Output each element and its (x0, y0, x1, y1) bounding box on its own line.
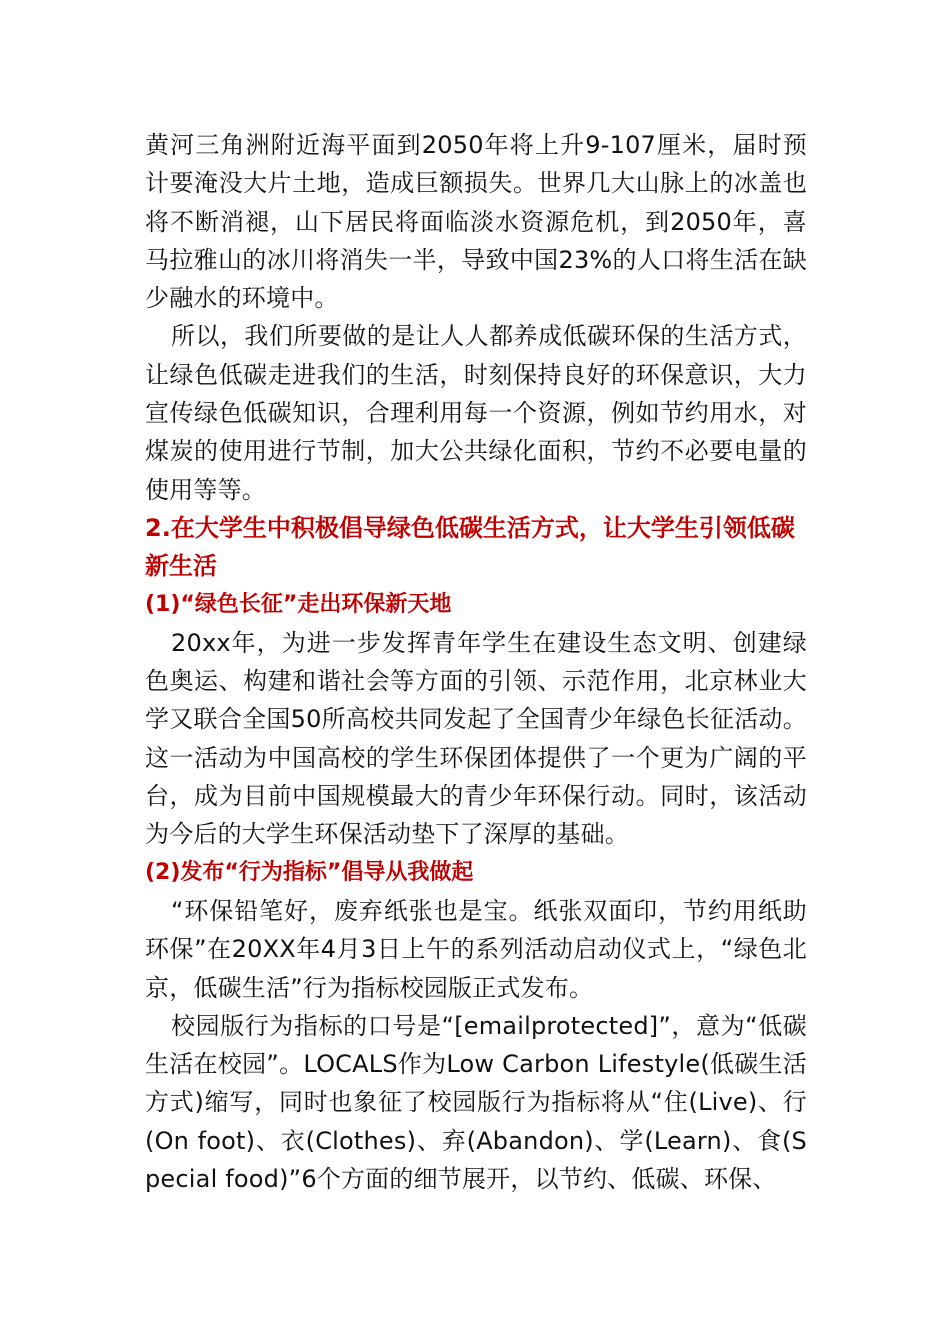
subheading-behavior-index: (2)发布“行为指标”倡导从我做起 (145, 859, 474, 885)
paragraph-low-carbon-lifestyle: 所以，我们所要做的是让人人都养成低碳环保的生活方式，让绿色低碳走进我们的生活，时刻保持良好的环保意识，大力宣传绿色低碳知识，合理利用每一个资源，例如节约用水，对煤炭的使用进行节制，加大公共绿化面积，节约不必要电量的使用等等。 (145, 322, 807, 504)
document-body (145, 126, 807, 1198)
paragraph-green-long-march: 20xx年，为进一步发挥青年学生在建设生态文明、创建绿色奥运、构建和谐社会等方面的引领、示范作用，北京林业大学又联合全国50所高校共同发起了全国青少年绿色长征活动。这一活动为中国高校的学生环保团体提供了一个更为广阔的平台，成为目前中国规模最大的青少年环保行动。同时，该活动为今后的大学生环保活动垫下了深厚的基础。 (145, 628, 807, 849)
paragraph-sea-level: 黄河三角洲附近海平面到2050年将上升9-107厘米，届时预计要淹没大片土地，造成巨额损失。世界几大山脉上的冰盖也将不断消褪，山下居民将面临淡水资源危机，到2050年，喜马拉雅山的冰川将消失一半，导致中国23%的人口将生活在缺少融水的环境中。 (145, 131, 807, 313)
section-heading-2: 2.在大学生中积极倡导绿色低碳生活方式，让大学生引领低碳新生活 (145, 513, 795, 581)
paragraph-behavior-index: “环保铅笔好，废弃纸张也是宝。纸张双面印，节约用纸助环保”在20XX年4月3日上午的系列活动启动仪式上，“绿色北京，低碳生活”行为指标校园版正式发布。 (145, 896, 807, 1002)
paragraph-locals-slogan: 校园版行为指标的口号是“[emailprotected]”，意为“低碳生活在校园”。LOCALS作为Low Carbon Lifestyle(低碳生活方式)缩写，同时也象征了校园版行为指标将从“住(Live)、行(On foot)、衣(Clothes)、弃(Abandon)、学(Learn)、食(Special food)”6个方面的细节展开，以节约、低碳、环保、 (145, 1011, 807, 1194)
subheading-green-long-march: (1)“绿色长征”走出环保新天地 (145, 591, 452, 617)
